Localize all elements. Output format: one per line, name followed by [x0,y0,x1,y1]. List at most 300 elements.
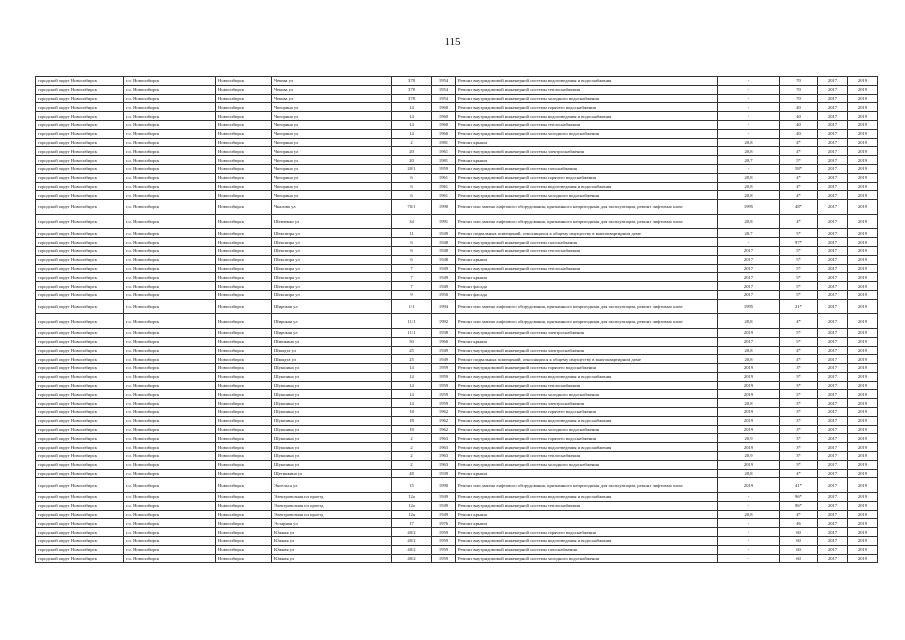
work-type-cell: Ремонт внутридомовой инженерной системы водоотведения и водоснабжения [456,443,718,452]
start-year-cell: 2017 [818,469,848,478]
district-cell: городской округ Новосибирск [36,528,124,537]
city-cell: Новосибирск [216,519,272,528]
start-year-cell: 2017 [818,501,848,510]
start-year-cell: 2017 [818,337,848,346]
table-row [36,138,878,147]
prev-repair-cell: 20,7 [718,156,780,165]
street-cell: Шишкина ул [272,337,392,346]
street-cell: Чекова ул [272,77,392,86]
prev-repair-cell: 2019 [718,478,780,493]
start-year-cell: 2017 [818,138,848,147]
end-year-cell: 2019 [848,372,878,381]
table-row [36,460,878,469]
build-year-cell: 1961 [432,173,456,182]
district-cell: городской округ Новосибирск [36,290,124,299]
work-type-cell: Ремонт внутридомовой инженерной системы водоотведения и водоснабжения [456,182,718,191]
house-number-cell: 11 [392,229,432,238]
prev-repair-cell: 20,7 [718,229,780,238]
table-row [36,537,878,546]
prev-repair-cell: - [718,545,780,554]
start-year-cell: 2017 [818,156,848,165]
city-cell: Новосибирск [216,416,272,425]
wear-cell: 3* [780,425,818,434]
work-type-cell: Ремонт внутридомовой инженерной системы теплоснабжения [456,246,718,255]
municipality-cell: г.о. Новосибирск [124,425,216,434]
prev-repair-cell: 20,8 [718,138,780,147]
prev-repair-cell: 20,8 [718,214,780,229]
municipality-cell: г.о. Новосибирск [124,282,216,291]
start-year-cell: 2017 [818,416,848,425]
wear-cell: 60 [780,545,818,554]
city-cell: Новосибирск [216,408,272,417]
end-year-cell: 2019 [848,129,878,138]
municipality-cell: г.о. Новосибирск [124,238,216,247]
prev-repair-cell: 20,8 [718,510,780,519]
start-year-cell: 2017 [818,182,848,191]
end-year-cell: 2019 [848,390,878,399]
municipality-cell: г.о. Новосибирск [124,191,216,200]
wear-cell: 4* [780,182,818,191]
city-cell: Новосибирск [216,314,272,329]
city-cell: Новосибирск [216,273,272,282]
municipality-cell: г.о. Новосибирск [124,381,216,390]
start-year-cell: 2017 [818,173,848,182]
district-cell: городской округ Новосибирск [36,255,124,264]
end-year-cell: 2019 [848,282,878,291]
house-number-cell: 14 [392,372,432,381]
table-row [36,238,878,247]
prev-repair-cell: - [718,528,780,537]
wear-cell: 3* [780,390,818,399]
start-year-cell: 2017 [818,255,848,264]
start-year-cell: 2017 [818,214,848,229]
work-type-cell: Ремонт крыши [456,510,718,519]
work-type-cell: Ремонт крыши [456,519,718,528]
street-cell: Чигорина ул [272,138,392,147]
wear-cell: 70 [780,77,818,86]
table-row [36,510,878,519]
end-year-cell: 2019 [848,229,878,238]
house-number-cell: 14 [392,103,432,112]
table-body [36,77,878,563]
district-cell: городской округ Новосибирск [36,355,124,364]
end-year-cell: 2019 [848,255,878,264]
house-number-cell: 6 [392,246,432,255]
work-type-cell: Ремонт крыши [456,255,718,264]
district-cell: городской округ Новосибирск [36,246,124,255]
wear-cell: 5* [780,264,818,273]
municipality-cell: г.о. Новосибирск [124,346,216,355]
end-year-cell: 2019 [848,164,878,173]
start-year-cell: 2017 [818,346,848,355]
municipality-cell: г.о. Новосибирск [124,328,216,337]
house-number-cell: 378 [392,77,432,86]
table-row [36,372,878,381]
prev-repair-cell: 20,9 [718,452,780,461]
street-cell: Южная ул [272,554,392,563]
municipality-cell: г.о. Новосибирск [124,469,216,478]
end-year-cell: 2019 [848,399,878,408]
wear-cell: 3* [780,408,818,417]
start-year-cell: 2017 [818,328,848,337]
build-year-cell: 1959 [432,164,456,173]
end-year-cell: 2019 [848,460,878,469]
build-year-cell: 1963 [432,452,456,461]
table-row [36,355,878,364]
municipality-cell: г.о. Новосибирск [124,408,216,417]
city-cell: Новосибирск [216,364,272,373]
district-cell: городской округ Новосибирск [36,408,124,417]
end-year-cell: 2019 [848,408,878,417]
start-year-cell: 2017 [818,355,848,364]
start-year-cell: 2017 [818,273,848,282]
work-type-cell: Ремонт внутридомовой инженерной системы горячего водоснабжения [456,103,718,112]
start-year-cell: 2017 [818,434,848,443]
prev-repair-cell: 2019 [718,443,780,452]
build-year-cell: 1960 [432,120,456,129]
street-cell: Электровозная пл проезд [272,493,392,502]
build-year-cell: 1959 [432,381,456,390]
wear-cell: 46 [780,519,818,528]
end-year-cell: 2019 [848,200,878,215]
municipality-cell: г.о. Новосибирск [124,443,216,452]
street-cell: Широкая ул [272,328,392,337]
district-cell: городской округ Новосибирск [36,85,124,94]
table-row [36,337,878,346]
city-cell: Новосибирск [216,85,272,94]
municipality-cell: г.о. Новосибирск [124,537,216,546]
build-year-cell: 1949 [432,273,456,282]
municipality-cell: г.о. Новосибирск [124,94,216,103]
prev-repair-cell: 2019 [718,416,780,425]
table-row [36,77,878,86]
build-year-cell: 1991 [432,214,456,229]
house-number-cell: 2 [392,452,432,461]
end-year-cell: 2019 [848,346,878,355]
street-cell: Шмидта ул [272,355,392,364]
prev-repair-cell: - [718,519,780,528]
work-type-cell: Ремонт или замена лифтового оборудования, признанного непригодным для эксплуатации, ремонт лифтовых шахт [456,214,718,229]
table-row [36,147,878,156]
wear-cell: 4* [780,314,818,329]
wear-cell: 96* [780,501,818,510]
city-cell: Новосибирск [216,425,272,434]
table-row [36,120,878,129]
end-year-cell: 2019 [848,273,878,282]
city-cell: Новосибирск [216,355,272,364]
house-number-cell: 7 [392,264,432,273]
end-year-cell: 2019 [848,290,878,299]
street-cell: Южная ул [272,537,392,546]
wear-cell: 4* [780,469,818,478]
table-row [36,129,878,138]
street-cell: Чекова ул [272,94,392,103]
prev-repair-cell: 20,8 [718,399,780,408]
table-row [36,528,878,537]
prev-repair-cell: - [718,501,780,510]
city-cell: Новосибирск [216,501,272,510]
city-cell: Новосибирск [216,434,272,443]
wear-cell: 3* [780,416,818,425]
start-year-cell: 2017 [818,246,848,255]
house-number-cell: 6 [392,191,432,200]
house-number-cell: 14 [392,390,432,399]
wear-cell: 5* [780,229,818,238]
wear-cell: 60 [780,528,818,537]
city-cell: Новосибирск [216,182,272,191]
city-cell: Новосибирск [216,346,272,355]
end-year-cell: 2019 [848,94,878,103]
table-row [36,246,878,255]
municipality-cell: г.о. Новосибирск [124,85,216,94]
district-cell: городской округ Новосибирск [36,129,124,138]
end-year-cell: 2019 [848,264,878,273]
build-year-cell: 1959 [432,537,456,546]
district-cell: городской округ Новосибирск [36,545,124,554]
house-number-cell: 7 [392,282,432,291]
start-year-cell: 2017 [818,443,848,452]
work-type-cell: Ремонт внутридомовой инженерной системы горячего водоснабжения [456,173,718,182]
work-type-cell: Ремонт внутридомовой инженерной системы газоснабжения [456,164,718,173]
city-cell: Новосибирск [216,77,272,86]
district-cell: городской округ Новосибирск [36,416,124,425]
municipality-cell: г.о. Новосибирск [124,434,216,443]
work-type-cell: Ремонт внутридомовой инженерной системы холодного водоснабжения [456,191,718,200]
street-cell: Шукшина ул [272,416,392,425]
district-cell: городской округ Новосибирск [36,173,124,182]
work-type-cell: Ремонт внутридомовой инженерной системы водоотведения и водоснабжения [456,112,718,121]
district-cell: городской округ Новосибирск [36,460,124,469]
street-cell: Южная ул [272,528,392,537]
end-year-cell: 2019 [848,416,878,425]
house-number-cell: 40/2 [392,545,432,554]
table-row [36,554,878,563]
wear-cell: 4* [780,355,818,364]
prev-repair-cell: 2017 [718,255,780,264]
city-cell: Новосибирск [216,282,272,291]
start-year-cell: 2017 [818,120,848,129]
house-number-cell: 14 [392,129,432,138]
prev-repair-cell: 20,8 [718,182,780,191]
wear-cell: 3* [780,364,818,373]
table-row [36,346,878,355]
municipality-cell: г.о. Новосибирск [124,255,216,264]
end-year-cell: 2019 [848,299,878,314]
street-cell: Шукшина ул [272,399,392,408]
build-year-cell: 1949 [432,282,456,291]
build-year-cell: 1954 [432,94,456,103]
work-type-cell: Ремонт внутридомовой инженерной системы холодного водоснабжения [456,554,718,563]
district-cell: городской округ Новосибирск [36,273,124,282]
street-cell: Электровозная пл проезд [272,510,392,519]
prev-repair-cell: 20,8 [718,314,780,329]
wear-cell: 5* [780,273,818,282]
district-cell: городской округ Новосибирск [36,282,124,291]
city-cell: Новосибирск [216,554,272,563]
district-cell: городской округ Новосибирск [36,191,124,200]
municipality-cell: г.о. Новосибирск [124,501,216,510]
house-number-cell: 6 [392,173,432,182]
wear-cell: 70 [780,85,818,94]
prev-repair-cell: 20,8 [718,355,780,364]
end-year-cell: 2019 [848,519,878,528]
street-cell: Чигорина ул [272,112,392,121]
street-cell: Шекспира ул [272,264,392,273]
work-type-cell: Ремонт внутридомовой инженерной системы водоотведения и водоснабжения [456,537,718,546]
wear-cell: 60 [780,537,818,546]
city-cell: Новосибирск [216,493,272,502]
city-cell: Новосибирск [216,537,272,546]
house-number-cell: 25 [392,346,432,355]
municipality-cell: г.о. Новосибирск [124,103,216,112]
start-year-cell: 2017 [818,238,848,247]
street-cell: Чигорина ул [272,164,392,173]
city-cell: Новосибирск [216,443,272,452]
district-cell: городской округ Новосибирск [36,478,124,493]
table-row [36,200,878,215]
city-cell: Новосибирск [216,478,272,493]
table-row [36,282,878,291]
prev-repair-cell: 20,8 [718,173,780,182]
prev-repair-cell: - [718,112,780,121]
prev-repair-cell: 20,9 [718,434,780,443]
work-type-cell: Ремонт внутридомовой инженерной системы электроснабжения [456,346,718,355]
end-year-cell: 2019 [848,120,878,129]
city-cell: Новосибирск [216,290,272,299]
prev-repair-cell: - [718,77,780,86]
district-cell: городской округ Новосибирск [36,94,124,103]
street-cell: Шукшина ул [272,372,392,381]
start-year-cell: 2017 [818,290,848,299]
work-type-cell: Ремонт крыши [456,138,718,147]
city-cell: Новосибирск [216,469,272,478]
district-cell: городской округ Новосибирск [36,425,124,434]
municipality-cell: г.о. Новосибирск [124,478,216,493]
house-number-cell: 11/1 [392,328,432,337]
municipality-cell: г.о. Новосибирск [124,273,216,282]
table-row [36,469,878,478]
work-type-cell: Ремонт подвальных помещений, относящихся к общему имуществу в многоквартирном доме [456,355,718,364]
prev-repair-cell: - [718,94,780,103]
work-type-cell: Ремонт внутридомовой инженерной системы холодного водоснабжения [456,129,718,138]
start-year-cell: 2017 [818,390,848,399]
end-year-cell: 2019 [848,337,878,346]
build-year-cell: 1962 [432,425,456,434]
city-cell: Новосибирск [216,103,272,112]
city-cell: Новосибирск [216,299,272,314]
wear-cell: 40 [780,120,818,129]
work-type-cell: Ремонт или замена лифтового оборудования, признанного непригодным для эксплуатации, ремонт лифтовых шахт [456,314,718,329]
build-year-cell: 1962 [432,416,456,425]
city-cell: Новосибирск [216,452,272,461]
table-row [36,545,878,554]
start-year-cell: 2017 [818,408,848,417]
build-year-cell: 1961 [432,147,456,156]
work-type-cell: Ремонт внутридомовой инженерной системы холодного водоснабжения [456,390,718,399]
wear-cell: 40 [780,129,818,138]
start-year-cell: 2017 [818,545,848,554]
start-year-cell: 2017 [818,537,848,546]
build-year-cell: 1992 [432,314,456,329]
prev-repair-cell: 2017 [718,290,780,299]
end-year-cell: 2019 [848,554,878,563]
end-year-cell: 2019 [848,425,878,434]
build-year-cell: 1949 [432,493,456,502]
district-cell: городской округ Новосибирск [36,314,124,329]
build-year-cell: 1963 [432,443,456,452]
district-cell: городской округ Новосибирск [36,182,124,191]
house-number-cell: 48 [392,469,432,478]
district-cell: городской округ Новосибирск [36,390,124,399]
table-row [36,164,878,173]
district-cell: городской округ Новосибирск [36,399,124,408]
municipality-cell: г.о. Новосибирск [124,314,216,329]
house-number-cell: 12а [392,501,432,510]
house-number-cell: 7 [392,273,432,282]
municipality-cell: г.о. Новосибирск [124,147,216,156]
prev-repair-cell: 2019 [718,425,780,434]
street-cell: Шевченко ул [272,214,392,229]
prev-repair-cell: - [718,164,780,173]
table-row [36,519,878,528]
table-row [36,493,878,502]
wear-cell: 5* [780,255,818,264]
municipality-cell: г.о. Новосибирск [124,214,216,229]
house-number-cell: 6 [392,238,432,247]
work-type-cell: Ремонт или замена лифтового оборудования, признанного непригодным для эксплуатации, ремонт лифтовых шахт [456,200,718,215]
start-year-cell: 2017 [818,460,848,469]
municipality-cell: г.о. Новосибирск [124,164,216,173]
prev-repair-cell: 2019 [718,408,780,417]
work-type-cell: Ремонт крыши [456,156,718,165]
end-year-cell: 2019 [848,545,878,554]
house-number-cell: 378 [392,85,432,94]
build-year-cell: 1948 [432,246,456,255]
table-row [36,416,878,425]
prev-repair-cell: - [718,129,780,138]
house-number-cell: 11/1 [392,314,432,329]
municipality-cell: г.о. Новосибирск [124,554,216,563]
work-type-cell: Ремонт внутридомовой инженерной системы электроснабжения [456,399,718,408]
prev-repair-cell: 2017 [718,246,780,255]
end-year-cell: 2019 [848,191,878,200]
municipality-cell: г.о. Новосибирск [124,200,216,215]
district-cell: городской округ Новосибирск [36,346,124,355]
wear-cell: 5* [780,328,818,337]
house-number-cell: 12а [392,510,432,519]
street-cell: Шмидта ул [272,346,392,355]
wear-cell: 4* [780,214,818,229]
municipality-cell: г.о. Новосибирск [124,290,216,299]
prev-repair-cell: - [718,85,780,94]
work-type-cell: Ремонт внутридомовой инженерной системы газоснабжения [456,545,718,554]
start-year-cell: 2017 [818,452,848,461]
build-year-cell: 1960 [432,129,456,138]
district-cell: городской округ Новосибирск [36,537,124,546]
end-year-cell: 2019 [848,246,878,255]
start-year-cell: 2017 [818,299,848,314]
district-cell: городской округ Новосибирск [36,138,124,147]
prev-repair-cell: 20,8 [718,469,780,478]
municipality-cell: г.о. Новосибирск [124,120,216,129]
start-year-cell: 2017 [818,554,848,563]
table-row [36,273,878,282]
table-row [36,434,878,443]
end-year-cell: 2019 [848,173,878,182]
work-type-cell: Ремонт внутридомовой инженерной системы водоотведения и водоснабжения [456,372,718,381]
house-number-cell: 2 [392,138,432,147]
end-year-cell: 2019 [848,381,878,390]
